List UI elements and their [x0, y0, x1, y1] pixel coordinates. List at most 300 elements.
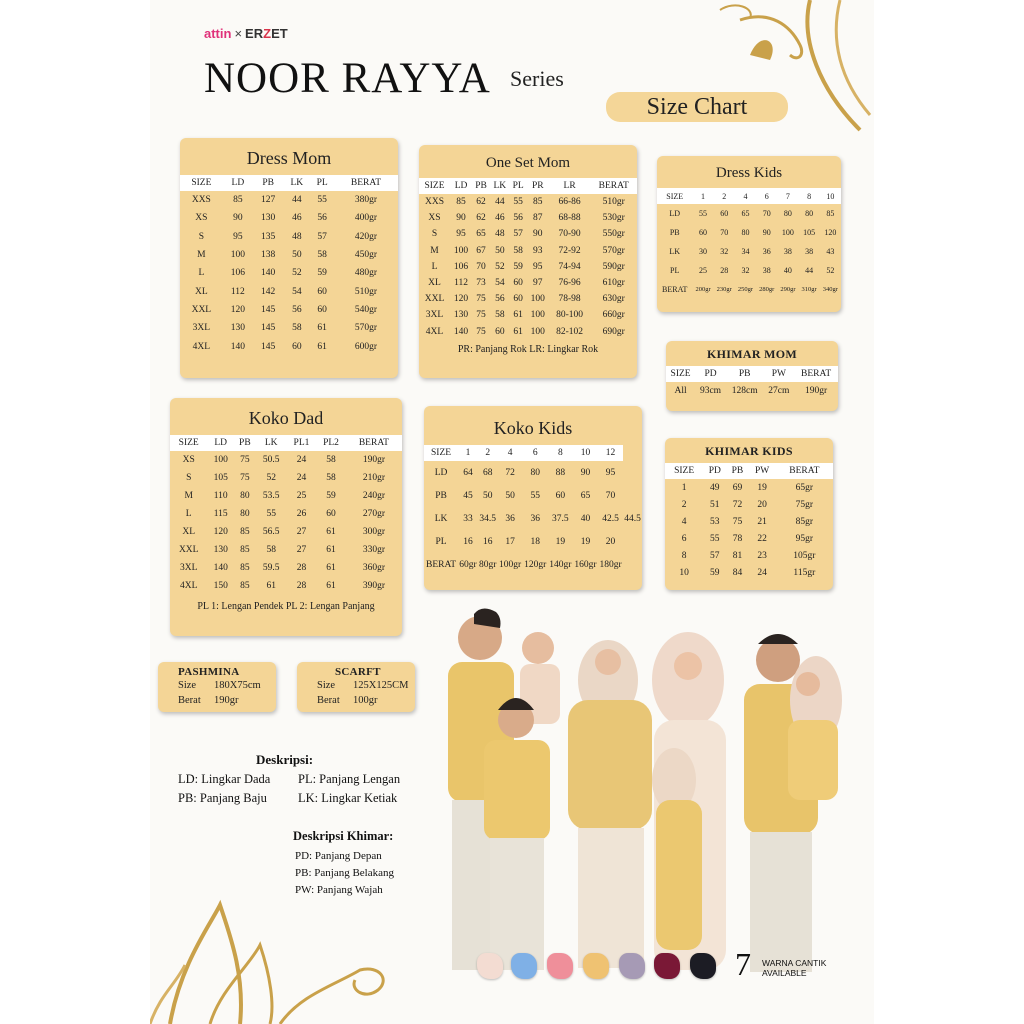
table-cell: 127	[261, 195, 276, 206]
table-cell: 100	[530, 294, 545, 305]
scarft-card	[297, 662, 415, 712]
table-cell: 20	[605, 536, 616, 547]
table-cell: 38	[783, 247, 792, 256]
scarft-size: Size 125X125CM	[317, 680, 409, 691]
table-cell: XS	[428, 213, 441, 224]
column-header: 6	[756, 188, 777, 204]
table-cell: 56	[292, 304, 302, 315]
table-cell: 120	[230, 304, 245, 315]
table-cell: 130	[261, 213, 276, 224]
table-cell: 120gr	[524, 559, 547, 570]
dress-mom-title: Dress Mom	[246, 148, 332, 168]
table-cell: 75	[240, 473, 250, 483]
table-cell: 60	[495, 326, 505, 337]
table-cell: 90	[580, 467, 591, 478]
table-cell: PL	[670, 266, 680, 275]
color-swatch-maroon	[654, 953, 680, 979]
table-row	[170, 451, 402, 469]
table-cell: 60	[292, 341, 302, 352]
table-cell: BERAT	[662, 285, 688, 294]
table-cell: 19	[757, 482, 767, 493]
table-cell: 74-94	[558, 261, 581, 272]
table-cell: 50	[292, 250, 302, 261]
one-set-mom-header-row	[419, 178, 637, 194]
table-cell: 53.5	[262, 491, 280, 501]
table-cell: 78-98	[558, 294, 581, 305]
table-cell: 75	[732, 516, 743, 527]
table-cell: 50	[482, 490, 493, 501]
table-cell: M	[197, 250, 206, 261]
table-cell: 110	[213, 491, 228, 501]
table-cell: 55	[317, 195, 327, 206]
column-header: LD	[450, 178, 472, 194]
table-cell: 44	[495, 197, 505, 208]
table-cell: 36	[530, 513, 540, 524]
column-header: 1	[458, 445, 478, 461]
table-cell: 55	[266, 509, 276, 519]
table-cell: 50	[505, 490, 515, 501]
table-cell: 55	[699, 209, 708, 218]
table-cell: XXL	[178, 545, 199, 555]
table-cell: 59.5	[262, 563, 280, 573]
table-cell: 115	[213, 509, 228, 519]
table-cell: 70	[720, 228, 729, 237]
column-header: LD	[223, 175, 253, 191]
table-cell: 80	[530, 467, 540, 478]
table-cell: 570gr	[354, 323, 378, 334]
table-row	[665, 530, 833, 547]
table-cell: 62	[476, 197, 486, 208]
table-cell: 4XL	[192, 341, 211, 352]
table-cell: 50	[495, 245, 505, 256]
table-cell: 85	[240, 581, 250, 591]
brand-logos	[204, 26, 288, 41]
table-cell: 56	[495, 294, 505, 305]
table-cell: 106	[230, 268, 245, 279]
column-header: BERAT	[590, 178, 637, 194]
table-cell: 70	[605, 490, 616, 501]
table-cell: 64	[463, 467, 473, 478]
table-cell: 4XL	[425, 326, 444, 337]
table-cell: 190gr	[805, 385, 828, 396]
column-header: LK	[490, 178, 510, 194]
table-cell: 55	[530, 490, 540, 501]
colors-label-2: AVAILABLE	[762, 968, 807, 978]
table-cell: 120	[453, 294, 469, 305]
table-cell: 570gr	[602, 245, 625, 256]
koko-kids-title: Koko Kids	[493, 418, 573, 438]
dress-kids-header-row	[657, 188, 841, 204]
table-cell: 250gr	[737, 286, 754, 293]
koko-dad-table	[170, 435, 402, 595]
table-cell: 145	[261, 341, 276, 352]
pashmina-card	[158, 662, 276, 712]
table-cell: 85	[233, 195, 243, 206]
khimar-kids-header-row	[665, 463, 833, 479]
scarft-weight: Berat 100gr	[317, 695, 378, 706]
table-cell: 81	[732, 550, 743, 561]
table-cell: 58	[266, 545, 276, 555]
table-cell: 24	[296, 455, 307, 465]
table-cell: 450gr	[354, 250, 378, 261]
table-cell: 80	[240, 509, 250, 519]
column-header: 2	[478, 445, 498, 461]
table-cell: 59	[317, 268, 327, 279]
column-header: SIZE	[419, 178, 450, 194]
table-cell: 115gr	[793, 567, 816, 578]
one-set-mom-title: One Set Mom	[485, 155, 571, 171]
table-cell: 44.5	[624, 513, 641, 524]
table-cell: 65gr	[795, 482, 814, 493]
table-cell: 76-96	[558, 278, 581, 289]
table-cell: 95	[605, 467, 616, 478]
table-row	[419, 243, 637, 259]
one-set-mom-table	[419, 178, 637, 340]
table-cell: 120	[824, 228, 837, 237]
table-cell: 20	[757, 499, 767, 510]
color-count: 7	[735, 946, 751, 982]
table-row	[419, 259, 637, 275]
column-header: PL	[510, 178, 527, 194]
table-cell: 140	[230, 341, 245, 352]
table-row	[657, 204, 841, 223]
table-cell: XS	[182, 455, 195, 465]
color-swatch-lilac	[619, 953, 645, 979]
desc-lk: LK: Lingkar Ketiak	[298, 791, 398, 805]
column-header: 4	[735, 188, 756, 204]
table-cell: 28	[296, 581, 307, 591]
desc-pw: PW: Panjang Wajah	[295, 884, 383, 896]
table-row	[180, 301, 398, 319]
table-cell: 40	[783, 266, 792, 275]
column-header: SIZE	[666, 366, 695, 382]
deskripsi-title: Deskripsi:	[256, 752, 314, 767]
attin-logo: attin	[204, 26, 232, 41]
table-cell: 65	[580, 490, 591, 501]
table-row	[180, 228, 398, 246]
table-cell: 48	[292, 231, 302, 242]
table-cell: XL	[182, 527, 196, 537]
table-cell: 18	[530, 536, 540, 547]
table-row	[424, 484, 642, 507]
khimar-mom-card	[666, 341, 838, 411]
table-cell: 68	[482, 467, 493, 478]
koko-dad-title: Koko Dad	[248, 408, 324, 428]
table-cell: LK	[669, 247, 681, 256]
khimar-mom-header-row	[666, 366, 838, 382]
table-row	[665, 547, 833, 564]
table-cell: 19	[555, 536, 566, 547]
table-cell: 60	[555, 490, 566, 501]
table-cell: XXL	[191, 304, 212, 315]
column-header: PD	[703, 463, 726, 479]
table-cell: 360gr	[362, 563, 385, 573]
table-cell: 59	[513, 261, 523, 272]
table-row	[170, 577, 402, 595]
table-cell: 590gr	[602, 261, 625, 272]
color-swatch-cream	[477, 953, 503, 979]
table-cell: 46	[495, 213, 505, 224]
table-cell: S	[431, 229, 438, 240]
table-cell: 60	[317, 304, 327, 315]
dress-mom-header-row	[180, 175, 398, 191]
table-cell: 52	[266, 473, 276, 483]
table-cell: 130	[453, 310, 469, 321]
table-cell: 60	[699, 228, 708, 237]
dress-mom-card	[180, 138, 398, 378]
table-cell: 61	[317, 323, 327, 334]
table-cell: 75gr	[795, 499, 814, 510]
table-cell: 80gr	[478, 559, 497, 570]
table-cell: 56	[317, 213, 327, 224]
table-row	[419, 275, 637, 291]
table-cell: 52	[495, 261, 505, 272]
table-cell: 530gr	[602, 213, 625, 224]
table-cell: 36	[762, 247, 771, 256]
table-cell: 51	[710, 499, 720, 510]
table-row	[424, 553, 642, 576]
table-cell: PB	[435, 490, 447, 501]
table-cell: 45	[463, 490, 473, 501]
table-cell: 105	[213, 473, 228, 483]
table-cell: 480gr	[354, 268, 378, 279]
table-cell: 95	[456, 229, 466, 240]
table-cell: 190gr	[362, 455, 385, 465]
table-row	[657, 242, 841, 261]
dress-kids-title: Dress Kids	[715, 165, 783, 181]
table-cell: 140	[213, 563, 228, 573]
table-cell: 23	[757, 550, 767, 561]
table-cell: 80	[783, 209, 792, 218]
column-header: 12	[598, 445, 623, 461]
table-cell: 10	[679, 567, 689, 578]
column-header: SIZE	[170, 435, 207, 451]
table-cell: 27	[296, 545, 307, 555]
column-header: LK	[283, 175, 310, 191]
table-cell: 100	[781, 228, 794, 237]
table-cell: 4XL	[180, 581, 198, 591]
table-cell: S	[186, 473, 192, 483]
series-label: Series	[510, 66, 564, 91]
khimar-kids-table	[665, 463, 833, 581]
table-cell: 142	[261, 286, 276, 297]
table-cell: 550gr	[602, 229, 625, 240]
table-cell: 37.5	[552, 513, 569, 524]
table-cell: 85	[456, 197, 466, 208]
column-header: PR	[527, 178, 549, 194]
table-cell: L	[431, 261, 438, 272]
table-cell: 3XL	[192, 323, 211, 334]
table-cell: 42.5	[602, 513, 619, 524]
table-cell: 57	[710, 550, 720, 561]
khimar-mom-table	[666, 366, 838, 399]
table-cell: 61	[266, 581, 276, 591]
table-cell: M	[430, 245, 439, 256]
table-cell: 58	[317, 250, 327, 261]
table-cell: 90	[456, 213, 466, 224]
table-cell: 25	[296, 491, 307, 501]
table-cell: 280gr	[759, 286, 775, 293]
table-cell: 54	[292, 286, 302, 297]
table-cell: 60	[513, 278, 523, 289]
table-cell: 95	[533, 261, 543, 272]
table-cell: 61	[326, 527, 336, 537]
table-cell: 93	[533, 245, 543, 256]
column-header: SIZE	[180, 175, 223, 191]
table-row	[657, 261, 841, 280]
column-header: PL2	[316, 435, 346, 451]
table-cell: 95	[233, 231, 243, 242]
table-cell: LD	[669, 209, 681, 218]
table-row	[419, 194, 637, 210]
table-cell: 57	[317, 231, 327, 242]
table-cell: 106	[453, 261, 469, 272]
table-cell: 80	[805, 209, 814, 218]
table-cell: 27	[296, 527, 307, 537]
table-cell: 400gr	[354, 213, 378, 224]
family-photo	[418, 600, 858, 980]
table-cell: 150	[213, 581, 228, 591]
table-cell: 330gr	[362, 545, 385, 555]
table-cell: PB	[669, 228, 680, 237]
table-cell: 135	[261, 231, 276, 242]
table-row	[665, 479, 833, 496]
table-cell: S	[198, 231, 204, 242]
table-cell: 52	[826, 266, 835, 275]
table-row	[424, 461, 642, 484]
table-cell: 160gr	[574, 559, 597, 570]
table-row	[170, 541, 402, 559]
column-header: PB	[253, 175, 283, 191]
koko-dad-card	[170, 398, 402, 636]
table-cell: 95gr	[795, 533, 814, 544]
koko-dad-note: PL 1: Lengan Pendek PL 2: Lengan Panjang	[197, 601, 375, 612]
table-cell: 58	[513, 245, 523, 256]
table-cell: 105	[803, 228, 816, 237]
colors-label-1: WARNA CANTIK	[762, 958, 827, 968]
table-cell: 33	[463, 513, 473, 524]
table-cell: 28	[296, 563, 307, 573]
table-row	[180, 264, 398, 282]
table-row	[419, 324, 637, 340]
table-cell: 61	[326, 545, 336, 555]
table-cell: 80	[741, 228, 750, 237]
koko-kids-table	[424, 445, 642, 576]
table-cell: 90	[233, 213, 243, 224]
color-swatch-pink	[547, 953, 573, 979]
table-cell: 60	[720, 209, 729, 218]
table-cell: 140	[453, 326, 469, 337]
table-cell: 600gr	[354, 341, 378, 352]
table-cell: 85	[240, 563, 250, 573]
color-swatch-black	[690, 953, 716, 979]
table-cell: 97	[533, 278, 543, 289]
table-cell: 55	[513, 197, 523, 208]
desc-pb-khimar: PB: Panjang Belakang	[295, 867, 394, 879]
table-cell: 22	[757, 533, 767, 544]
table-cell: 61	[326, 563, 336, 573]
table-cell: XS	[195, 213, 208, 224]
table-cell: 72	[732, 499, 743, 510]
table-cell: 630gr	[602, 294, 625, 305]
table-row	[665, 513, 833, 530]
table-cell: 210gr	[362, 473, 385, 483]
column-header: PB	[472, 178, 490, 194]
table-cell: XXL	[424, 294, 445, 305]
table-cell: LD	[434, 467, 448, 478]
table-cell: 1	[681, 482, 687, 493]
column-header: LR	[549, 178, 591, 194]
table-cell: 52	[292, 268, 302, 279]
table-cell: 75	[476, 326, 486, 337]
table-cell: 82-102	[556, 326, 584, 337]
table-cell: 100	[453, 245, 469, 256]
table-cell: 380gr	[354, 195, 378, 206]
table-cell: 19	[580, 536, 591, 547]
table-cell: 90	[533, 229, 543, 240]
table-cell: 57	[513, 229, 523, 240]
table-cell: 87	[533, 213, 543, 224]
brand-separator: ×	[234, 26, 243, 41]
size-chart-badge: Size Chart	[606, 92, 788, 122]
table-row	[665, 564, 833, 581]
column-header: PB	[234, 435, 256, 451]
table-row	[170, 559, 402, 577]
column-header: SIZE	[424, 445, 458, 461]
one-set-mom-note: PR: Panjang Rok LR: Lingkar Rok	[457, 343, 599, 355]
table-cell: 310gr	[801, 286, 817, 293]
table-cell: BERAT	[426, 559, 457, 570]
table-cell: LK	[434, 513, 448, 524]
table-cell: 93cm	[699, 385, 722, 396]
khimar-kids-title: KHIMAR KIDS	[705, 444, 793, 458]
khimar-mom-title: KHIMAR MOM	[707, 347, 797, 361]
table-cell: XL	[428, 278, 441, 289]
table-cell: 58	[326, 455, 336, 465]
table-cell: 65	[476, 229, 486, 240]
table-cell: 6	[681, 533, 687, 544]
table-cell: 54	[495, 278, 505, 289]
table-cell: 140	[261, 268, 276, 279]
table-cell: 70-90	[558, 229, 581, 240]
table-cell: 100	[213, 455, 228, 465]
column-header: PL1	[287, 435, 317, 451]
table-cell: 28	[720, 266, 729, 275]
table-cell: 75	[476, 310, 486, 321]
table-cell: 66-86	[558, 197, 581, 208]
table-cell: 44	[292, 195, 302, 206]
colors-label	[762, 958, 826, 978]
table-cell: 660gr	[602, 310, 625, 321]
table-row	[666, 382, 838, 399]
table-cell: 70	[762, 209, 771, 218]
column-header: PL	[310, 175, 334, 191]
table-cell: 78	[732, 533, 743, 544]
table-cell: 420gr	[354, 231, 378, 242]
table-cell: 100	[230, 250, 245, 261]
table-cell: XL	[195, 286, 208, 297]
table-row	[170, 523, 402, 541]
column-header: LD	[207, 435, 234, 451]
table-row	[419, 226, 637, 242]
table-cell: 610gr	[602, 278, 625, 289]
table-cell: 70	[476, 261, 486, 272]
table-row	[180, 246, 398, 264]
column-header: 6	[523, 445, 548, 461]
table-cell: XXS	[425, 197, 445, 208]
column-header: SIZE	[665, 463, 703, 479]
column-header: PB	[726, 463, 748, 479]
